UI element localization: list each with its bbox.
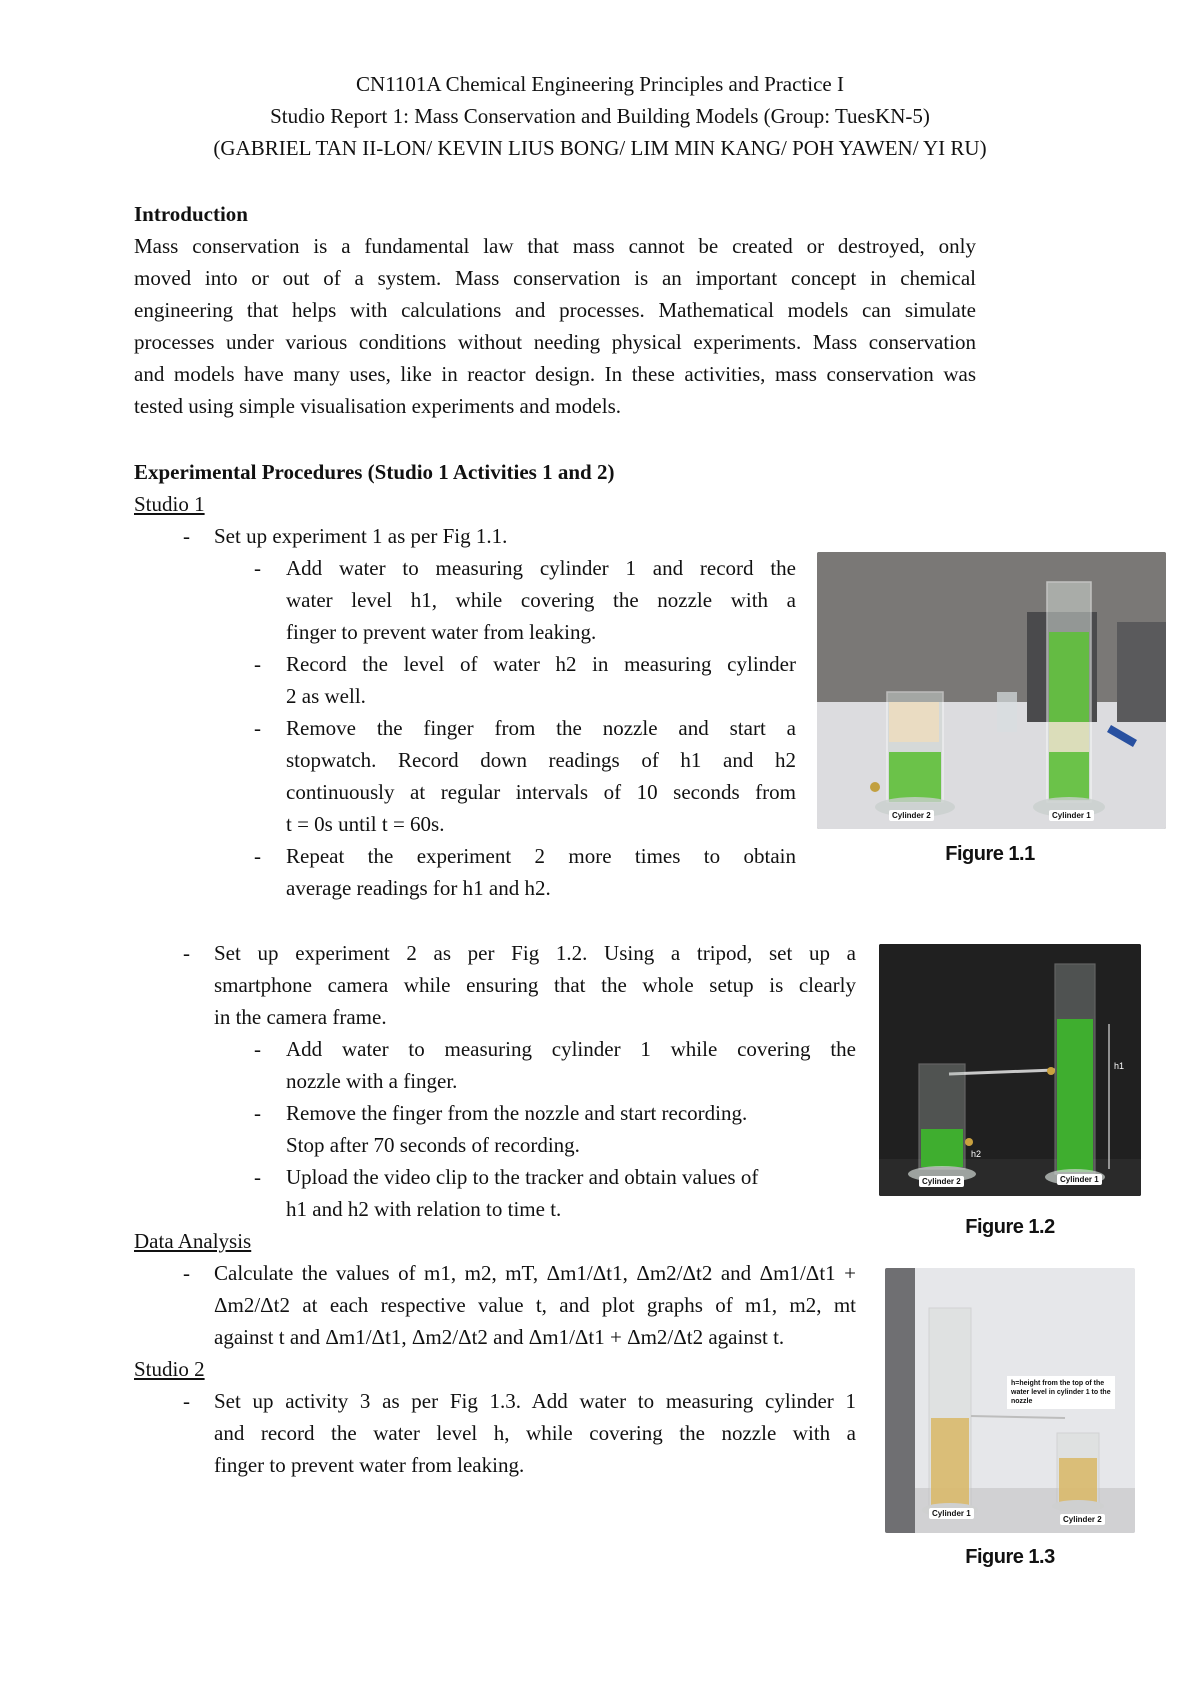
intro-line: tested using simple visualisation experiments and models.	[134, 394, 622, 418]
exp1-sub2-line: 2 as well.	[286, 684, 366, 708]
figure-1-1-illustration	[817, 552, 1166, 829]
exp2-step-line: smartphone camera while ensuring that the whole setup is clearly	[214, 973, 856, 997]
authors-line: (GABRIEL TAN II-LON/ KEVIN LIUS BONG/ LIM MIN KANG/ POH YAWEN/ YI RU)	[213, 136, 987, 160]
figure-1-1-caption: Figure 1.1	[945, 843, 1035, 865]
studio2-line: Set up activity 3 as per Fig 1.3. Add water to measuring cylinder 1	[214, 1389, 856, 1413]
figure-1-1-photo	[817, 552, 1166, 829]
exp2-sub2-line: Stop after 70 seconds of recording.	[286, 1133, 580, 1157]
bullet-dash: -	[183, 941, 190, 965]
exp1-sub4-line: average readings for h1 and h2.	[286, 876, 551, 900]
figure-1-1-label-left: Cylinder 2	[889, 810, 934, 821]
bullet-dash: -	[183, 1389, 190, 1413]
studio2-heading: Studio 2	[134, 1357, 205, 1381]
bullet-dash: -	[254, 1037, 261, 1061]
data-analysis-heading: Data Analysis	[134, 1229, 252, 1253]
bullet-dash: -	[254, 716, 261, 740]
exp2-sub3-line: Upload the video clip to the tracker and obtain values of	[286, 1165, 759, 1189]
figure-1-2-h2-annotation: h2	[971, 1149, 982, 1159]
figure-1-1-label-right: Cylinder 1	[1049, 810, 1094, 821]
bullet-dash: -	[183, 524, 190, 548]
intro-line: processes under various conditions without needing physical experiments. Mass conservation	[134, 330, 976, 354]
exp2-sub2-line: Remove the finger from the nozzle and start recording.	[286, 1101, 748, 1125]
figure-1-3-label-right: Cylinder 2	[1060, 1514, 1105, 1525]
procedures-heading: Experimental Procedures (Studio 1 Activities 1 and 2)	[134, 460, 615, 484]
figure-1-2-caption: Figure 1.2	[965, 1216, 1055, 1238]
exp2-step-line: Set up experiment 2 as per Fig 1.2. Using a tripod, set up a	[214, 941, 856, 965]
exp2-sub1-line: nozzle with a finger.	[286, 1069, 458, 1093]
analysis-line: Calculate the values of m1, m2, mT, Δm1/Δt1, Δm2/Δt2 and Δm1/Δt1 +	[214, 1261, 856, 1285]
bullet-dash: -	[254, 1101, 261, 1125]
figure-1-2-label-left: Cylinder 2	[919, 1176, 964, 1187]
intro-line: Mass conservation is a fundamental law that mass cannot be created or destroyed, only	[134, 234, 976, 258]
analysis-line: Δm2/Δt2 at each respective value t, and plot graphs of m1, m2, mt	[214, 1293, 856, 1317]
exp1-sub4-line: Repeat the experiment 2 more times to obtain	[286, 844, 796, 868]
figure-1-3-caption: Figure 1.3	[965, 1546, 1055, 1568]
studio2-line: and record the water level h, while covering the nozzle with a	[214, 1421, 856, 1445]
figure-1-3-note: h=height from the top of the water level in cylinder 1 to the nozzle	[1007, 1376, 1115, 1409]
analysis-line: against t and Δm1/Δt1, Δm2/Δt2 and Δm1/Δt1 + Δm2/Δt2 against t.	[214, 1325, 785, 1349]
exp2-step-line: in the camera frame.	[214, 1005, 387, 1029]
exp2-sub3-line: h1 and h2 with relation to time t.	[286, 1197, 562, 1221]
exp1-sub3-line: Remove the finger from the nozzle and start a	[286, 716, 796, 740]
exp1-sub3-line: stopwatch. Record down readings of h1 and h2	[286, 748, 796, 772]
studio2-line: finger to prevent water from leaking.	[214, 1453, 525, 1477]
studio1-heading: Studio 1	[134, 492, 205, 516]
bullet-dash: -	[254, 556, 261, 580]
intro-line: moved into or out of a system. Mass conservation is an important concept in chemical	[134, 266, 976, 290]
intro-line: engineering that helps with calculations and processes. Mathematical models can simulate	[134, 298, 976, 322]
exp2-sub1-line: Add water to measuring cylinder 1 while covering the	[286, 1037, 856, 1061]
figure-1-2-photo	[879, 944, 1141, 1196]
report-title: Studio Report 1: Mass Conservation and Building Models (Group: TuesKN-5)	[270, 104, 930, 128]
intro-line: and models have many uses, like in reactor design. In these activities, mass conservation was	[134, 362, 976, 386]
exp1-sub3-line: t = 0s until t = 60s.	[286, 812, 445, 836]
exp1-sub2-line: Record the level of water h2 in measuring cylinder	[286, 652, 796, 676]
exp1-sub3-line: continuously at regular intervals of 10 seconds from	[286, 780, 796, 804]
figure-1-3-label-left: Cylinder 1	[929, 1508, 974, 1519]
exp1-sub1-line: finger to prevent water from leaking.	[286, 620, 597, 644]
exp1-sub1-line: Add water to measuring cylinder 1 and record the	[286, 556, 796, 580]
bullet-dash: -	[254, 1165, 261, 1189]
bullet-dash: -	[254, 652, 261, 676]
figure-1-2-label-right: Cylinder 1	[1057, 1174, 1102, 1185]
figure-1-2-illustration	[879, 944, 1141, 1196]
figure-1-3-photo	[885, 1268, 1135, 1533]
bullet-dash: -	[183, 1261, 190, 1285]
bullet-dash: -	[254, 844, 261, 868]
exp1-sub1-line: water level h1, while covering the nozzle with a	[286, 588, 796, 612]
course-title: CN1101A Chemical Engineering Principles and Practice I	[356, 72, 844, 96]
figure-1-2-h1-annotation: h1	[1114, 1061, 1125, 1071]
introduction-heading: Introduction	[134, 202, 248, 226]
exp1-step: Set up experiment 1 as per Fig 1.1.	[214, 524, 508, 548]
